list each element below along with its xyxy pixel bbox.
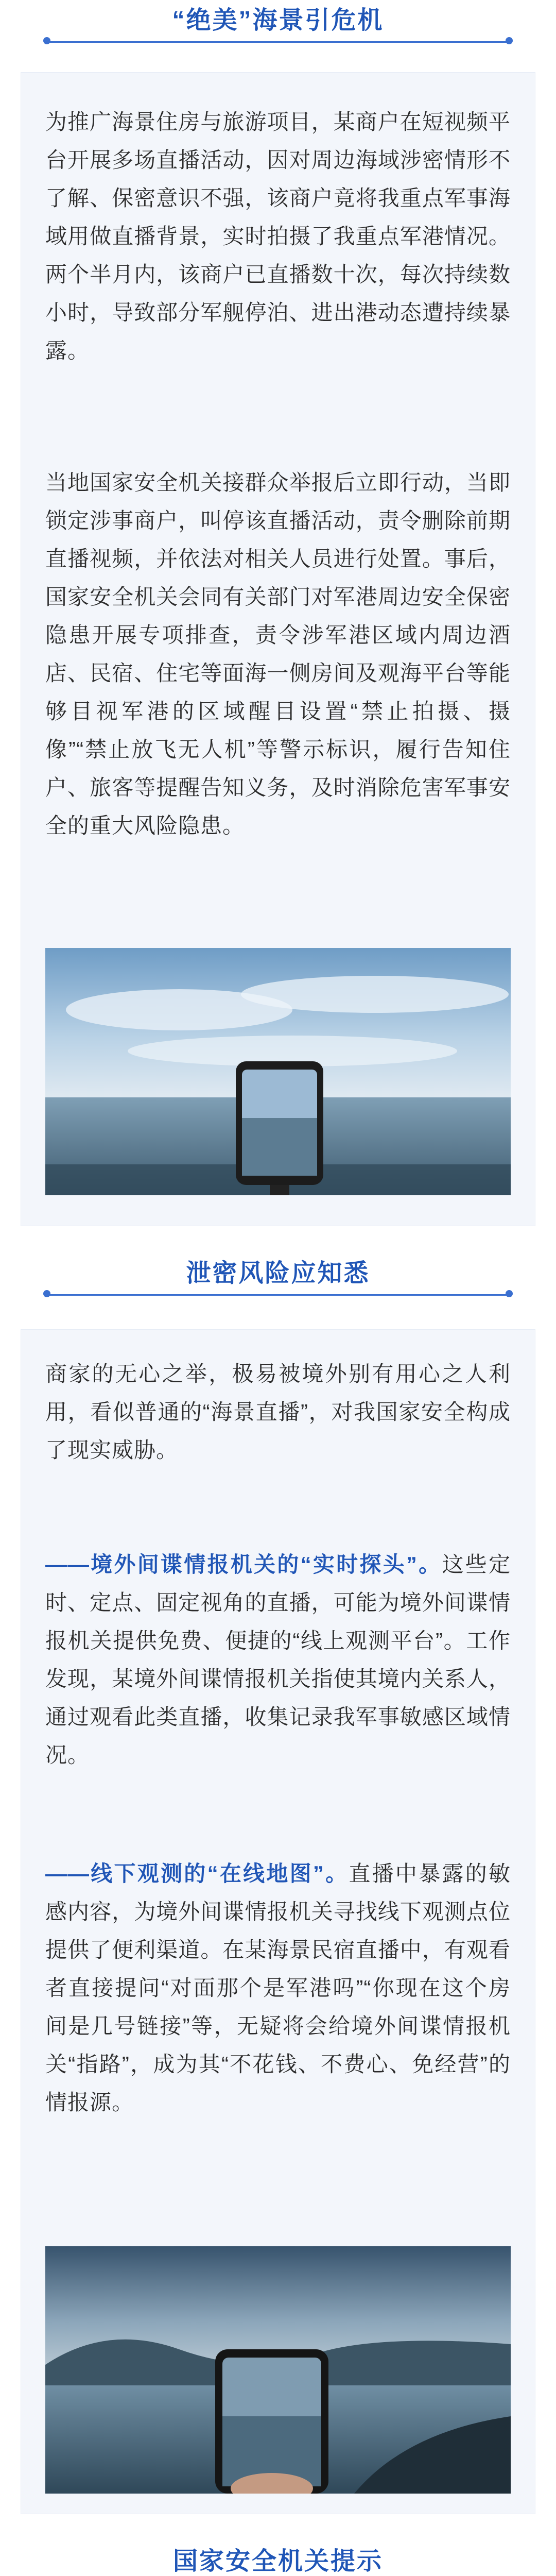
paragraph-case-summary: 为推广海景住房与旅游项目，某商户在短视频平台开展多场直播活动，因对周边海域涉密情形不了解、保密意识不强，该商户竟将我重点军事海域用做直播背景，实时拍摄了我重点军港情况。两个半月内，该商户已直播数十次，每次持续数小时，导致部分军舰停泊、进出港动态遭持续暴露。 — [45, 110, 511, 363]
underline-dot — [506, 37, 513, 44]
paragraph-online-map — [45, 1855, 511, 2122]
title-underline — [46, 41, 510, 43]
section-title-2: 泄密风险应知悉 — [186, 1260, 370, 1287]
paragraph-risk-intro: 商家的无心之举，极易被境外别有用心之人利用，看似普通的“海景直播”，对我国家安全构成了现实威胁。 — [45, 1362, 511, 1462]
text-online-map: 直播中暴露的敏感内容，为境外间谍情报机关寻找线下观测点位提供了便利渠道。在某海景民宿直播中，有观看者直接提问“对面那个是军港吗”“你现在这个房间是几号链接”等，无疑将会给境外间谍情报机关“指路”，成为其“不花钱、不费心、免经营”的情报源。 — [45, 1861, 511, 2114]
section-header-1 — [0, 4, 556, 66]
highlight-online-map: ——线下观测的“在线地图”。 — [45, 1861, 349, 1886]
photo-phone-filming-coast — [45, 2246, 511, 2494]
paragraph-real-time-probe — [45, 1546, 511, 1774]
text-real-time-probe: 这些定时、定点、固定视角的直播，可能为境外间谍情报机关提供免费、便捷的“线上观测平台”。工作发现，某境外间谍情报机关指使其境内关系人，通过观看此类直播，收集记录我军事敏感区域情况。 — [45, 1552, 511, 1767]
underline-dot — [43, 37, 50, 44]
underline-dot — [43, 1290, 50, 1297]
paragraph-case-handling: 当地国家安全机关接群众举报后立即行动，当即锁定涉事商户，叫停该直播活动，责令删除前期直播视频，并依法对相关人员进行处置。事后，国家安全机关会同有关部门对军港周边安全保密隐患开展专项排查，责令涉军港区域内周边酒店、民宿、住宅等面海一侧房间及观海平台等能够目视军港的区域醒目设置“禁止拍摄、摄像”“禁止放飞无人机”等警示标识，履行告知住户、旅客等提醒告知义务，及时消除危害军事安全的重大风险隐患。 — [45, 470, 511, 838]
highlight-real-time-probe: ——境外间谍情报机关的“实时探头”。 — [45, 1552, 442, 1577]
photo-phone-filming-sea — [45, 948, 511, 1195]
section-title-1: “绝美”海景引危机 — [172, 7, 384, 34]
section-header-2 — [0, 1257, 556, 1319]
section-header-3 — [0, 2545, 556, 2576]
section-title-3: 国家安全机关提示 — [172, 2548, 383, 2575]
underline-dot — [506, 1290, 513, 1297]
title-underline — [46, 1294, 510, 1296]
